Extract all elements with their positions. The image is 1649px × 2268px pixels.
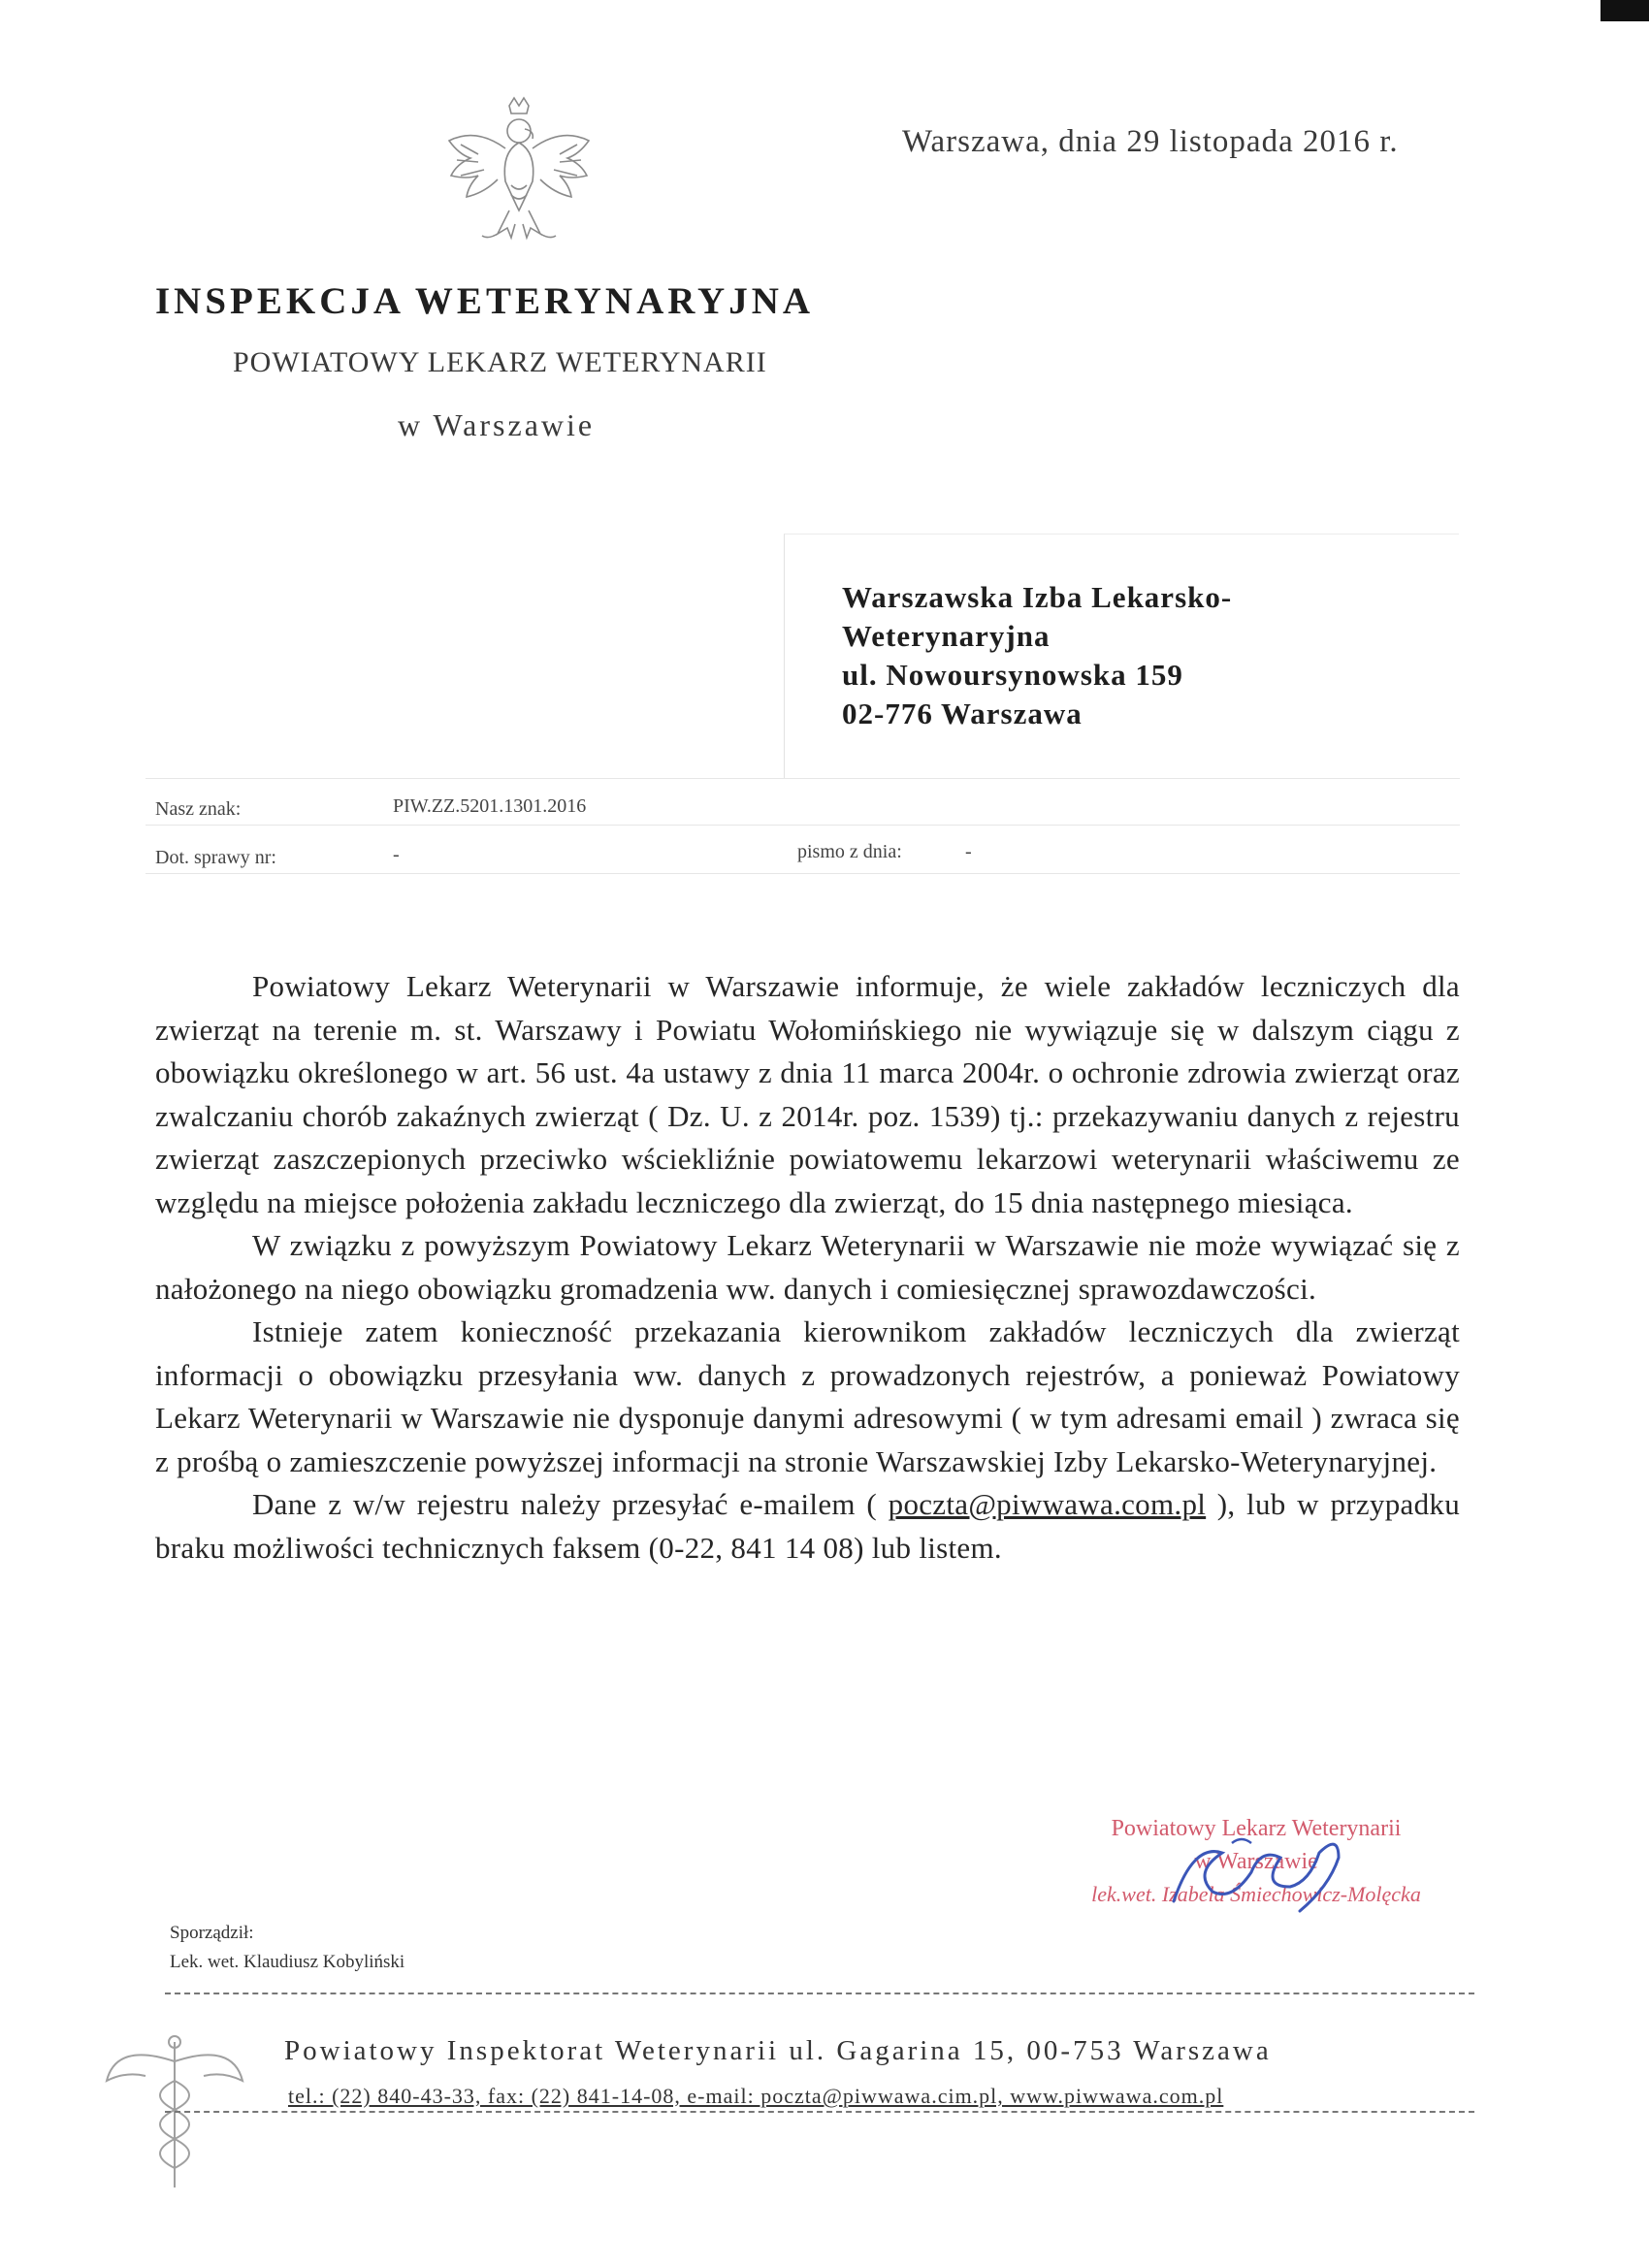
footer-contacts[interactable]: tel.: (22) 840-43-33, fax: (22) 841-14-08, e-mail: poczta@piwwawa.cim.pl, www.piwwawa.com.pl (288, 2084, 1224, 2108)
footer-divider (165, 1993, 1474, 1994)
caduceus-icon (92, 2023, 257, 2197)
recipient-line: ul. Nowoursynowska 159 (842, 658, 1183, 692)
prepared-by-label: Sporządził: (170, 1923, 254, 1943)
stamp-title: Powiatowy Lekarz Weterynarii (1111, 1816, 1402, 1841)
our-reference-label: Nasz znak: (155, 798, 242, 820)
eagle-emblem-icon (441, 92, 597, 252)
reference-divider (146, 873, 1460, 874)
reference-divider (146, 825, 1460, 826)
recipient-line: 02-776 Warszawa (842, 697, 1083, 730)
stamp-city: w Warszawie (1194, 1849, 1318, 1874)
organization-subtitle: POWIATOWY LEKARZ WETERYNARII (233, 346, 767, 378)
organization-city: w Warszawie (398, 407, 596, 442)
letter-date-value: - (965, 841, 972, 862)
our-reference-value: PIW.ZZ.5201.1301.2016 (393, 795, 587, 817)
body-text: Dane z w/w rejestru należy przesyłać e-mailem ( (252, 1487, 889, 1521)
body-paragraph: Powiatowy Lekarz Weterynarii w Warszawie informuje, że wiele zakładów leczniczych dla zwierząt na terenie m. st. Warszawy i Powiatu Wołomińskiego nie wywiązuje się w dalszym ciągu z obowiązku określonego w art. 56 ust. 4a ustawy z dnia 11 marca 2004r. o ochronie zdrowia zwierząt oraz zwalczaniu chorób zakaźnych zwierząt ( Dz. U. z 2014r. poz. 1539) tj.: przekazywaniu danych z rejestru zwierząt zaszczepionych przeciwko wściekliźnie powiatowemu lekarzowi weterynarii właściwemu ze względu na miejsce położenia zakładu leczniczego dla zwierząt, do 15 dnia następnego miesiąca. (155, 969, 1460, 1219)
recipient-address (842, 578, 1232, 733)
letter-body (155, 965, 1460, 1570)
letter-date: Warszawa, dnia 29 listopada 2016 r. (902, 124, 1399, 159)
email-link[interactable]: poczta@piwwawa.com.pl (888, 1487, 1207, 1521)
body-text: ), lub w przypadku braku możliwości technicznych faksem (0-22, 841 14 08) lub listem. (155, 1487, 1460, 1565)
prepared-by-name: Lek. wet. Klaudiusz Kobyliński (170, 1952, 405, 1972)
body-paragraph: W związku z powyższym Powiatowy Lekarz Weterynarii w Warszawie nie może wywiązać się z nałożonego na niego obowiązku gromadzenia ww. danych i comiesięcznej sprawozdawczości. (155, 1228, 1460, 1306)
scan-corner-mark (1600, 0, 1649, 21)
letter-date-label: pismo z dnia: (797, 841, 902, 862)
organization-name: INSPEKCJA WETERYNARYJNA (155, 280, 815, 322)
reference-divider (146, 778, 1460, 779)
handwritten-signature (1135, 1824, 1387, 1930)
stamp-name: lek.wet. Izabela Śmiechowicz-Molęcka (1091, 1882, 1421, 1906)
prepared-by (170, 1919, 404, 1977)
recipient-line: Warszawska Izba Lekarsko- (842, 580, 1233, 614)
footer-divider (165, 2111, 1474, 2113)
recipient-line: Weterynaryjna (842, 619, 1051, 653)
body-paragraph: Istnieje zatem konieczność przekazania kierownikom zakładów leczniczych dla zwierząt informacji o obowiązku przesyłania ww. danych z prowadzonych rejestrów, a ponieważ Powiatowy Lekarz Weterynarii w Warszawie nie dysponuje danymi adresowymi ( w tym adresami email ) zwraca się z prośbą o zamieszczenie powyższej informacji na stronie Warszawskiej Izby Lekarsko-Weterynaryjnej. (155, 1314, 1460, 1478)
footer-organization: Powiatowy Inspektorat Weterynarii ul. Gagarina 15, 00-753 Warszawa (284, 2035, 1272, 2066)
body-paragraph (155, 1483, 1460, 1570)
case-number-label: Dot. sprawy nr: (155, 847, 276, 868)
case-number-value: - (393, 844, 400, 865)
